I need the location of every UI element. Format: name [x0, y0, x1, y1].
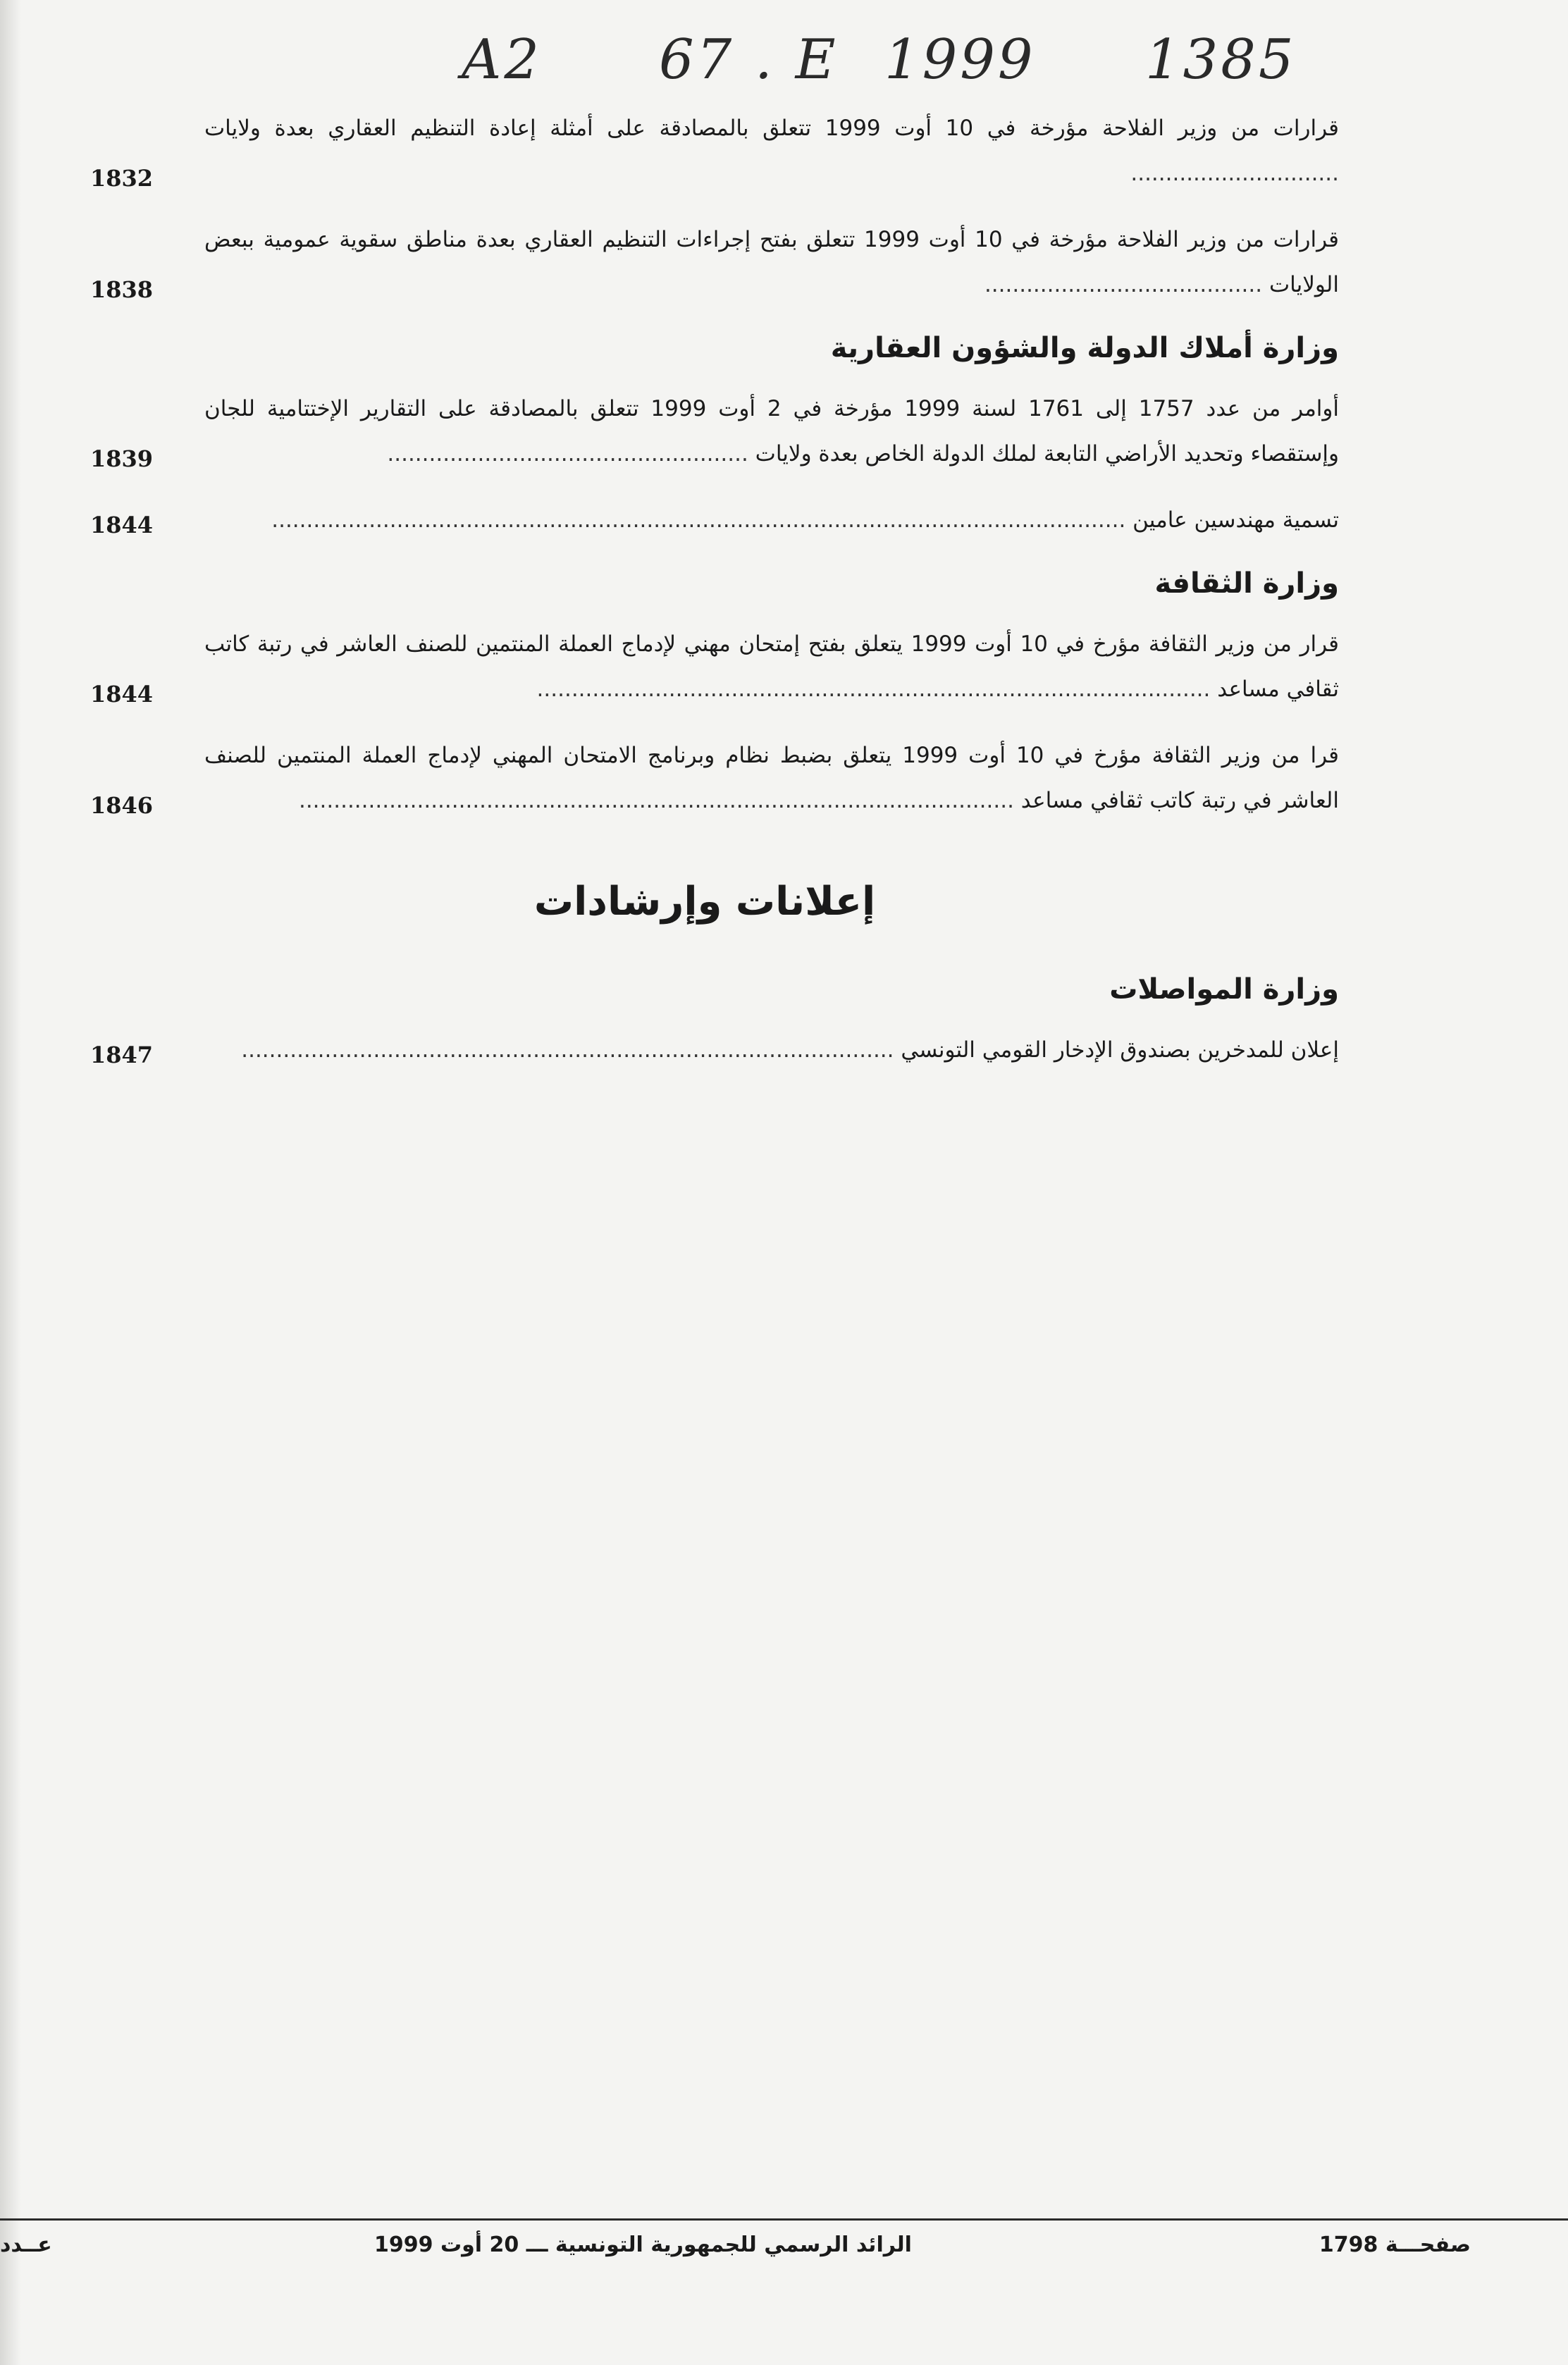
table-of-contents	[70, 106, 1339, 1094]
toc-page-number: 1832	[90, 165, 154, 192]
handwritten-number: 1385	[1145, 28, 1297, 92]
toc-entry-text: قرارات من وزير الفلاحة مؤرخة في 10 أوت 1999 تتعلق بفتح إجراءات التنظيم العقاري بعدة مناطق سقوية عمومية ببعض الولايات ........................................	[204, 227, 1339, 297]
scan-edge-shade	[0, 0, 21, 2365]
toc-page-number: 1839	[90, 445, 154, 472]
toc-entry-text: قرا من وزير الثقافة مؤرخ في 10 أوت 1999 يتعلق بضبط نظام وبرنامج الامتحان المهني لإدماج العملة المنتمين للصنف العاشر في رتبة كاتب ثقافي مساعد .......................................................................................................	[204, 743, 1339, 813]
toc-page-number: 1847	[90, 1042, 154, 1068]
toc-entry-text: تسمية مهندسين عامين ...........................................................................................................................	[271, 507, 1339, 533]
handwritten-ref: 67 . E	[659, 28, 839, 92]
toc-entry	[70, 106, 1339, 196]
handwritten-annotation	[0, 28, 1568, 106]
toc-page-number: 1844	[90, 512, 154, 538]
handwritten-code: A2	[462, 28, 542, 92]
section-title: إعلانات وإرشادات	[533, 879, 876, 925]
toc-page-number: 1846	[90, 792, 154, 819]
toc-page-number: 1844	[90, 681, 154, 708]
toc-entry	[70, 498, 1339, 543]
ministry-heading: وزارة أملاك الدولة والشؤون العقارية	[830, 332, 1339, 364]
handwritten-year: 1999	[884, 28, 1036, 92]
toc-page-number: 1838	[90, 276, 154, 303]
ministry-heading: وزارة الثقافة	[1154, 567, 1339, 600]
footer-journal-title: الرائد الرسمي للجمهورية التونسية ـــ 20 أوت 1999	[374, 2233, 912, 2257]
ministry-heading: وزارة المواصلات	[1109, 973, 1339, 1006]
footer-issue-label: عــدد	[0, 2233, 52, 2257]
footer-page-label: صفحـــة 1798	[1319, 2233, 1471, 2257]
toc-entry	[70, 733, 1339, 823]
toc-entry	[70, 386, 1339, 476]
toc-entry-text: قرارات من وزير الفلاحة مؤرخة في 10 أوت 1999 تتعلق بالمصادقة على أمثلة إعادة التنظيم العقاري بعدة ولايات ..............................	[204, 116, 1339, 186]
footer-divider	[0, 2218, 1568, 2221]
toc-entry-text: إعلان للمدخرين بصندوق الإدخار القومي التونسي ..............................................................................................	[241, 1037, 1339, 1063]
toc-entry	[70, 217, 1339, 307]
page-footer	[0, 2233, 1568, 2275]
toc-entry	[70, 1027, 1339, 1073]
toc-entry-text: أوامر من عدد 1757 إلى 1761 لسنة 1999 مؤرخة في 2 أوت 1999 تتعلق بالمصادقة على التقارير الإختتامية للجان وإستقصاء وتحديد الأراضي التابعة لملك الدولة الخاص بعدة ولايات ....................................................	[204, 396, 1339, 467]
toc-entry-text: قرار من وزير الثقافة مؤرخ في 10 أوت 1999 يتعلق بفتح إمتحان مهني لإدماج العملة المنتمين للصنف العاشر في رتبة كاتب ثقافي مساعد .................................................................................................	[204, 631, 1339, 702]
toc-entry	[70, 622, 1339, 712]
